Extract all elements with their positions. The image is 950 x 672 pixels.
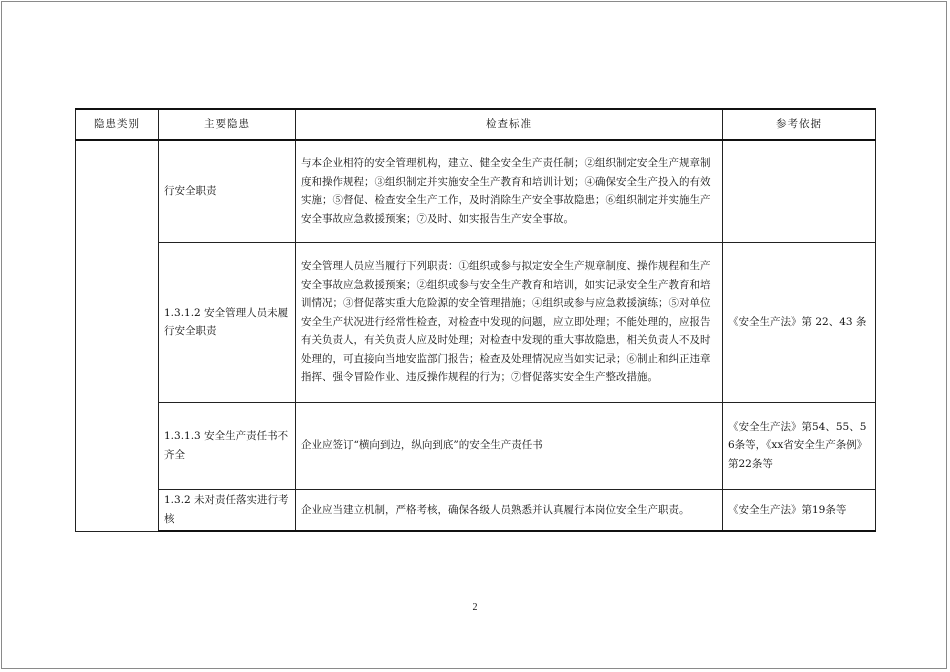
inspection-standard-cell: 与本企业相符的安全管理机构，建立、健全安全生产责任制；②组织制定安全生产规章制度和操作规程；③组织制定并实施安全生产教育和培训计划；④确保安全生产投入的有效实施；⑤督促、检查安全生产工作，及时消除生产安全事故隐患；⑥组织制定并实施生产安全事故应急救援预案；⑦及时、如实报告生产安全事故。 <box>296 140 723 242</box>
table-row <box>76 489 876 531</box>
table-header <box>76 109 876 140</box>
reference-basis-cell: 《安全生产法》第19条等 <box>723 489 876 531</box>
header-inspection-standard: 检查标准 <box>296 109 723 140</box>
inspection-standard-cell: 安全管理人员应当履行下列职责：①组织或参与拟定安全生产规章制度、操作规程和生产安全事故应急救援预案；②组织或参与安全生产教育和培训，如实记录安全生产教育和培训情况；③督促落实重大危险源的安全管理措施；④组织或参与应急救援演练；⑤对单位安全生产状况进行经常性检查，对检查中发现的问题，应立即处理；不能处理的，应报告有关负责人，有关负责人应及时处理；对检查中发现的重大事故隐患，相关负责人不及时处理的，可直接向当地安监部门报告；检查及处理情况应当如实记录；⑥制止和纠正违章指挥、强令冒险作业、违反操作规程的行为；⑦督促落实安全生产整改措施。 <box>296 242 723 402</box>
main-hazard-cell: 1.3.2 未对责任落实进行考核 <box>159 489 296 531</box>
hazard-inspection-table <box>75 108 876 532</box>
reference-basis-cell: 《安全生产法》第54、55、56条等，《xx省安全生产条例》第22条等 <box>723 402 876 489</box>
table-row <box>76 242 876 402</box>
reference-basis-cell <box>723 140 876 242</box>
header-reference-basis: 参考依据 <box>723 109 876 140</box>
main-hazard-cell: 1.3.1.2 安全管理人员未履行安全职责 <box>159 242 296 402</box>
header-main-hazard: 主要隐患 <box>159 109 296 140</box>
inspection-standard-cell: 企业应签订“横向到边，纵向到底”的安全生产责任书 <box>296 402 723 489</box>
main-hazard-cell: 1.3.1.3 安全生产责任书不齐全 <box>159 402 296 489</box>
table-row <box>76 140 876 242</box>
hazard-category-cell <box>76 140 159 531</box>
reference-basis-cell: 《安全生产法》第 22、43 条 <box>723 242 876 402</box>
inspection-standard-cell: 企业应当建立机制，严格考核，确保各级人员熟悉并认真履行本岗位安全生产职责。 <box>296 489 723 531</box>
main-hazard-cell: 行安全职责 <box>159 140 296 242</box>
table-row <box>76 402 876 489</box>
header-hazard-category: 隐患类别 <box>76 109 159 140</box>
page-number: 2 <box>472 602 478 613</box>
